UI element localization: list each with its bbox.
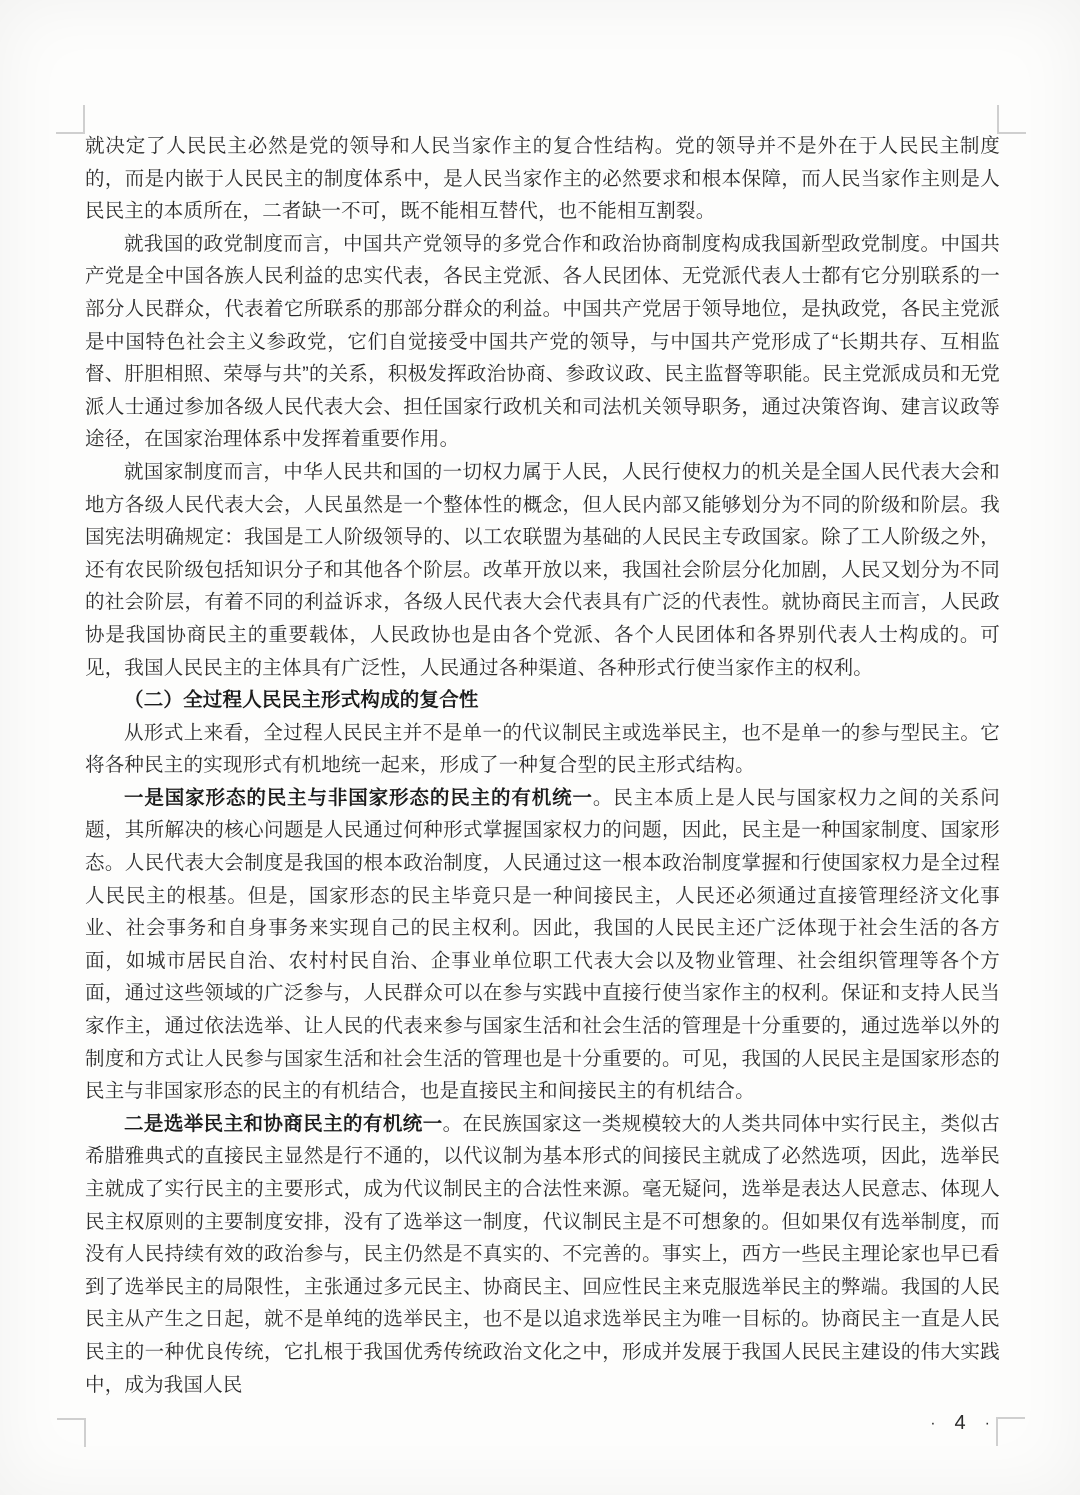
page-number: 4 bbox=[954, 1412, 966, 1434]
section-heading: （二）全过程人民民主形式构成的复合性 bbox=[124, 689, 479, 712]
text-body bbox=[85, 130, 1000, 1401]
paragraph: 一是国家形态的民主与非国家形态的民主的有机统一。民主本质上是人民与国家权力之间的关系问题，其所解决的核心问题是人民通过何种形式掌握国家权力的问题，因此，民主是一种国家制度、国家形态。人民代表大会制度是我国的根本政治制度，人民通过这一根本政治制度掌握和行使国家权力是全过程人民民主的根基。但是，国家形态的民主毕竟只是一种间接民主，人民还必须通过直接管理经济文化事业、社会事务和自身事务来实现自己的民主权利。因此，我国的人民民主还广泛体现于社会生活的各方面，如城市居民自治、农村村民自治、企事业单位职工代表大会以及物业管理、社会组织管理等各个方面，通过这些领域的广泛参与，人民群众可以在参与实践中直接行使当家作主的权利。保证和支持人民当家作主，通过依法选举、让人民的代表来参与国家生活和社会生活的管理是十分重要的，通过选举以外的制度和方式让人民参与国家生活和社会生活的管理也是十分重要的。可见，我国的人民民主是国家形态的民主与非国家形态的民主的有机结合，也是直接民主和间接民主的有机结合。 bbox=[85, 786, 1000, 1103]
paragraph: 就国家制度而言，中华人民共和国的一切权力属于人民，人民行使权力的机关是全国人民代表大会和地方各级人民代表大会，人民虽然是一个整体性的概念，但人民内部又能够划分为不同的阶级和阶层。我国宪法明确规定：我国是工人阶级领导的、以工农联盟为基础的人民民主专政国家。除了工人阶级之外，还有农民阶级包括知识分子和其他各个阶层。改革开放以来，我国社会阶层分化加剧，人民又划分为不同的社会阶层，有着不同的利益诉求，各级人民代表大会代表具有广泛的代表性。就协商民主而言，人民政协是我国协商民主的重要载体，人民政协也是由各个党派、各个人民团体和各界别代表人士构成的。可见，我国人民民主的主体具有广泛性，人民通过各种渠道、各种形式行使当家作主的权利。 bbox=[85, 460, 1000, 679]
crop-mark-top-right bbox=[997, 105, 1026, 134]
paragraph: 从形式上来看，全过程人民民主并不是单一的代议制民主或选举民主，也不是单一的参与型民主。它将各种民主的实现形式有机地统一起来，形成了一种复合型的民主形式结构。 bbox=[85, 721, 1000, 777]
paragraph-bold-lead: 二是选举民主和协商民主的有机统一 bbox=[124, 1112, 443, 1135]
footer-left-dot: · bbox=[930, 1414, 936, 1432]
paragraph-bold-lead: 一是国家形态的民主与非国家形态的民主的有机统一 bbox=[124, 786, 593, 809]
crop-mark-top-left bbox=[56, 105, 85, 134]
page-footer bbox=[930, 1412, 990, 1435]
paragraph: 二是选举民主和协商民主的有机统一。在民族国家这一类规模较大的人类共同体中实行民主，类似古希腊雅典式的直接民主显然是行不通的，以代议制为基本形式的间接民主就成了必然选项，因此，选举民主就成了实行民主的主要形式，成为代议制民主的合法性来源。毫无疑问，选举是表达人民意志、体现人民主权原则的主要制度安排，没有了选举这一制度，代议制民主是不可想象的。但如果仅有选举制度，而没有人民持续有效的政治参与，民主仍然是不真实的、不完善的。事实上，西方一些民主理论家也早已看到了选举民主的局限性，主张通过多元民主、协商民主、回应性民主来克服选举民主的弊端。我国的人民民主从产生之日起，就不是单纯的选举民主，也不是以追求选举民主为唯一目标的。协商民主一直是人民民主的一种优良传统，它扎根于我国优秀传统政治文化之中，形成并发展于我国人民民主建设的伟大实践中，成为我国人民 bbox=[85, 1112, 1000, 1396]
paragraph: 就我国的政党制度而言，中国共产党领导的多党合作和政治协商制度构成我国新型政党制度。中国共产党是全中国各族人民利益的忠实代表，各民主党派、各人民团体、无党派代表人士都有它分别联系的一部分人民群众，代表着它所联系的那部分群众的利益。中国共产党居于领导地位，是执政党，各民主党派是中国特色社会主义参政党，它们自觉接受中国共产党的领导，与中国共产党形成了“长期共存、互相监督、肝胆相照、荣辱与共”的关系，积极发挥政治协商、参政议政、民主监督等职能。民主党派成员和无党派人士通过参加各级人民代表大会、担任国家行政机关和司法机关领导职务，通过决策咨询、建言议政等途径，在国家治理体系中发挥着重要作用。 bbox=[85, 232, 1000, 451]
crop-mark-bottom-left bbox=[57, 1418, 86, 1447]
paragraph: 就决定了人民民主必然是党的领导和人民当家作主的复合性结构。党的领导并不是外在于人民民主制度的，而是内嵌于人民民主的制度体系中，是人民当家作主的必然要求和根本保障，而人民当家作主则是人民民主的本质所在，二者缺一不可，既不能相互替代，也不能相互割裂。 bbox=[85, 135, 1000, 223]
footer-right-dot: · bbox=[984, 1414, 990, 1432]
crop-mark-bottom-right bbox=[996, 1417, 1025, 1446]
